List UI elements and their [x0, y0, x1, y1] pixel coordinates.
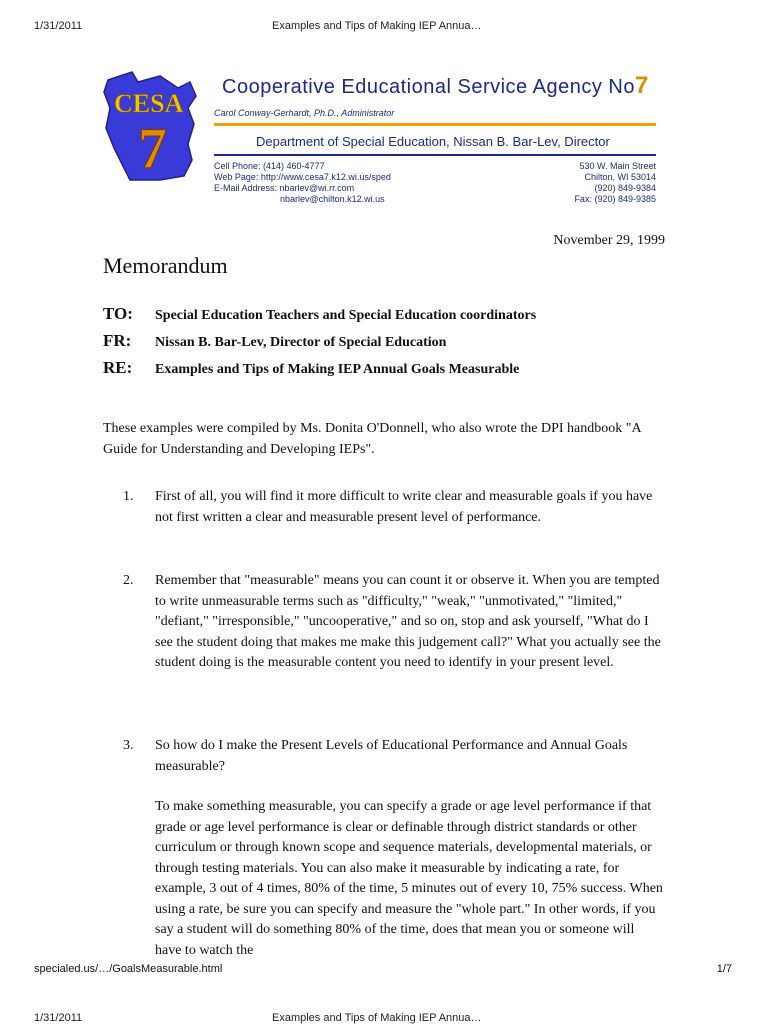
email-address: E-Mail Address: nbarlev@wi.rr.com [214, 183, 355, 193]
memo-re-row [103, 358, 519, 378]
list-item-text: So how do I make the Present Levels of Educational Performance and Annual Goals measurable? [155, 738, 628, 774]
item-3-paragraph [103, 797, 663, 957]
list-item [103, 736, 663, 777]
intro-paragraph: These examples were compiled by Ms. Donita O'Donnell, who also wrote the DPI handbook "A Guide for Understanding and Developing IEPs". [103, 421, 641, 457]
list-item-text: Remember that "measurable" means you can count it or observe it. When you are tempted to write unmeasurable terms such as "difficulty," "weak," "unmotivated," "limited," "defiant," "irresponsible," "uncooperative," and so on, stop and ask yourself, "What do I see the student doing that makes me make this judgement call?" What you actually see the student doing is the measurable content you need to identify in your present level. [155, 573, 661, 670]
from-value: Nissan B. Bar-Lev, Director of Special Education [155, 335, 447, 350]
fax-number: Fax: (920) 849-9385 [574, 194, 656, 204]
memo-title: Memorandum [103, 253, 228, 278]
memo-from-row [103, 331, 446, 351]
next-print-date: 1/31/2011 [34, 1012, 83, 1024]
email-address-2: nbarlev@chilton.k12.wi.us [280, 194, 385, 204]
contact-left-block [214, 161, 391, 205]
administrator-line: Carol Conway-Gerhardt, Ph.D., Administrator [214, 108, 395, 118]
list-item [103, 571, 663, 674]
footer-page-number: 1/7 [716, 963, 732, 975]
agency-name-text: Cooperative Educational Service Agency No [222, 76, 635, 98]
phone-number: (920) 849-9384 [594, 183, 656, 193]
contact-right-block [574, 161, 656, 205]
to-value: Special Education Teachers and Special Education coordinators [155, 308, 537, 323]
re-value: Examples and Tips of Making IEP Annual Goals Measurable [155, 362, 520, 377]
footer-url: specialed.us/…/GoalsMeasurable.html [34, 963, 223, 975]
list-item [103, 487, 663, 528]
orange-divider [214, 123, 656, 126]
logo-number: 7 [138, 116, 167, 181]
list-item-number: 2. [123, 573, 134, 588]
department-line: Department of Special Education, Nissan B. Bar-Lev, Director [256, 134, 610, 149]
cesa-logo [100, 68, 212, 186]
list-item-number: 3. [123, 738, 134, 753]
cell-phone: Cell Phone: (414) 460-4777 [214, 161, 325, 171]
print-date: 1/31/2011 [34, 20, 83, 32]
logo-cesa-text: CESA [114, 89, 184, 118]
street-address: 530 W. Main Street [579, 161, 656, 171]
to-label: TO: [103, 304, 133, 323]
city-state-zip: Chilton, WI 53014 [584, 172, 656, 182]
blue-divider [214, 154, 656, 156]
from-label: FR: [103, 331, 132, 350]
next-print-title: Examples and Tips of Making IEP Annua… [272, 1012, 482, 1024]
list-item-number: 1. [123, 489, 134, 504]
memo-date: November 29, 1999 [553, 233, 665, 248]
list-item-text: First of all, you will find it more difficult to write clear and measurable goals if you have not first written a clear and measurable present level of performance. [155, 489, 653, 525]
web-page: Web Page: http://www.cesa7.k12.wi.us/sped [214, 172, 391, 182]
agency-name [222, 72, 649, 100]
memo-to-row [103, 304, 536, 324]
item-3-paragraph-text: To make something measurable, you can specify a grade or age level performance if that grade or age level performance is clear or definable through district standards or other curriculum or through known scope and sequence materials, developmental materials, or through testing materials. You can also make it measurable by indicating a rate, for example, 3 out of 4 times, 80% of the time, 5 minutes out of every 10, 75% success. When using a rate, be sure you can specify and measure the "whole part." In other words, if you say a student will do something 80% of the time, does that mean you or someone will have to watch the [155, 799, 663, 957]
re-label: RE: [103, 358, 133, 377]
print-title: Examples and Tips of Making IEP Annua… [272, 20, 482, 32]
agency-number: 7 [634, 72, 649, 99]
